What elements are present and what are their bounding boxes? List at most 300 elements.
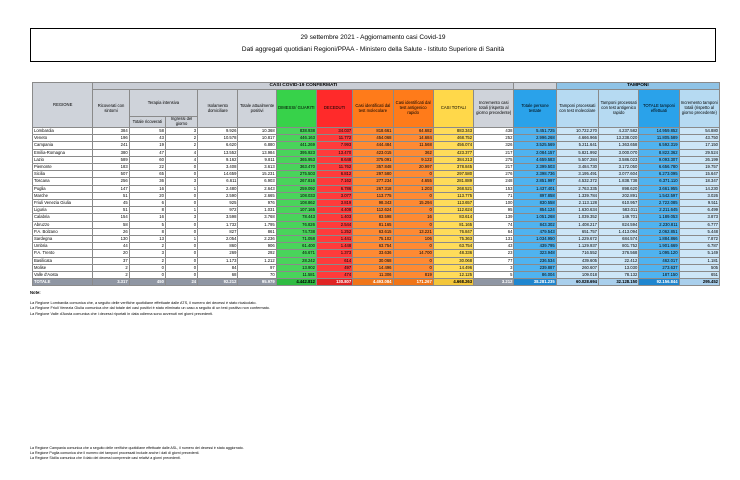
table-row: [33, 228, 720, 235]
value-cell: 149.701: [599, 214, 639, 221]
value-cell: 2: [165, 142, 197, 149]
value-cell: 362: [393, 149, 433, 156]
value-cell: 6.273.095: [639, 171, 679, 178]
value-cell: 60: [129, 156, 165, 163]
value-cell: 4.655: [393, 178, 433, 185]
value-cell: 20.997: [393, 164, 433, 171]
value-cell: 13: [129, 236, 165, 243]
value-cell: 2.643: [238, 185, 276, 192]
value-cell: 5.211.641: [556, 142, 598, 149]
value-cell: 2.084.157: [514, 149, 556, 156]
value-cell: 269: [198, 250, 238, 257]
note-item: La Regione Valle d'Aosta comunica che i decessi riportati in data odierna sono avvenuti nei giorni precedenti.: [30, 311, 214, 316]
note-item: La Regione Friuli Venezia Giulia comunica che dal totale dei casi positivi è stato eliminato un caso a seguito di un test positivo non confermato.: [30, 306, 270, 311]
table-row: [33, 236, 720, 243]
value-cell: 54.880: [679, 128, 719, 135]
value-cell: 384.213: [433, 156, 473, 163]
header-incremento-tamponi: Incremento tamponi totali (rispetto al giorno precedente): [679, 90, 719, 128]
value-cell: 15.647: [679, 171, 719, 178]
value-cell: 16: [393, 214, 433, 221]
header-tamponi-antigenico: Tamponi processati con test antigenico rapido: [599, 90, 639, 128]
value-cell: 97: [238, 264, 276, 271]
value-cell: 196: [93, 135, 129, 142]
value-cell: 0: [165, 192, 197, 199]
value-cell: 3.026: [679, 192, 719, 199]
value-cell: 1.095.120: [639, 250, 679, 257]
value-cell: 589: [93, 156, 129, 163]
value-cell: 507: [93, 171, 129, 178]
value-cell: 1.252: [316, 228, 352, 235]
value-cell: 297.580: [433, 171, 473, 178]
value-cell: 3.000.070: [599, 149, 639, 156]
value-cell: 4.532.372: [556, 178, 598, 185]
value-cell: 376.568: [599, 250, 639, 257]
value-cell: 423.015: [353, 149, 393, 156]
value-cell: 13.902: [276, 264, 316, 271]
value-cell: 281.889: [433, 178, 473, 185]
region-name-cell: P.A. Bolzano: [33, 228, 93, 235]
table-row: [33, 272, 720, 279]
value-cell: 236.534: [514, 257, 556, 264]
value-cell: 0: [165, 171, 197, 178]
value-cell: 2.062.851: [639, 228, 679, 235]
report-date-title: 29 settembre 2021 - Aggiornamento casi Covid-19: [300, 34, 446, 41]
value-cell: 456.074: [433, 142, 473, 149]
page-title-box: [30, 28, 716, 62]
value-cell: 19: [129, 142, 165, 149]
value-cell: 2.851.997: [514, 178, 556, 185]
table-row: [33, 156, 720, 163]
value-cell: 0: [165, 200, 197, 207]
value-cell: 37: [93, 257, 129, 264]
value-cell: 75.102: [353, 236, 393, 243]
value-cell: 14.959.852: [639, 128, 679, 135]
value-cell: 1.437.401: [514, 185, 556, 192]
value-cell: 63.615: [353, 228, 393, 235]
value-cell: 684.574: [599, 236, 639, 243]
value-cell: 897.858: [514, 192, 556, 199]
subgroup-header-row: [33, 90, 720, 117]
notes-title: Note:: [30, 290, 41, 295]
region-name-cell: Sardegna: [33, 236, 93, 243]
value-cell: 0: [393, 221, 433, 228]
value-cell: 861: [238, 228, 276, 235]
value-cell: 2: [93, 264, 129, 271]
value-cell: 58: [129, 128, 165, 135]
header-ricoverati: Ricoverati con sintomi: [93, 90, 129, 128]
header-tamponi-totale: TOTALE tamponi effettuati: [639, 90, 679, 128]
value-cell: 0: [165, 164, 197, 171]
value-cell: 43: [474, 243, 514, 250]
value-cell: 0: [393, 243, 433, 250]
value-cell: 0: [165, 257, 197, 264]
value-cell: 497: [316, 264, 352, 271]
value-cell: 15.294: [393, 200, 433, 207]
header-ti-totale: Totale ricoverati: [129, 117, 165, 128]
value-cell: 267.816: [276, 178, 316, 185]
header-incremento-casi: Incremento casi totali (rispetto al giorno precedente): [474, 90, 514, 128]
header-ti-ingressi: Ingressi del giorno: [165, 117, 197, 128]
value-cell: 76.826: [276, 221, 316, 228]
region-name-cell: Calabria: [33, 214, 93, 221]
value-cell: 1.884.866: [639, 236, 679, 243]
table-row: [33, 128, 720, 135]
region-name-cell: Valle d'Aosta: [33, 272, 93, 279]
value-cell: 3.873: [679, 214, 719, 221]
value-cell: 2: [165, 135, 197, 142]
value-cell: 3.598: [198, 214, 238, 221]
value-cell: 275: [474, 156, 514, 163]
value-cell: 8.822.362: [639, 149, 679, 156]
value-cell: 51: [93, 207, 129, 214]
value-cell: 22: [129, 164, 165, 171]
region-name-cell: Marche: [33, 192, 93, 199]
value-cell: 3.484.730: [556, 164, 598, 171]
value-cell: 474: [316, 272, 352, 279]
value-cell: 380: [93, 149, 129, 156]
value-cell: 1.373: [316, 250, 352, 257]
value-cell: 3.317: [93, 279, 129, 286]
value-cell: 14.230: [679, 185, 719, 192]
value-cell: 4.666.966: [556, 135, 598, 142]
value-cell: 18.347: [679, 178, 719, 185]
value-cell: 651.757: [556, 228, 598, 235]
value-cell: 3.195.491: [556, 171, 598, 178]
value-cell: 375.091: [353, 156, 393, 163]
region-name-cell: Lombardia: [33, 128, 93, 135]
value-cell: 108.033: [276, 192, 316, 199]
value-cell: 34.037: [316, 128, 352, 135]
value-cell: 64: [474, 228, 514, 235]
value-cell: 2.722.085: [639, 200, 679, 207]
value-cell: 70: [238, 272, 276, 279]
value-cell: 171.267: [393, 279, 433, 286]
value-cell: 10.722.270: [556, 128, 598, 135]
value-cell: 16: [129, 214, 165, 221]
value-cell: 259.092: [276, 185, 316, 192]
region-name-cell: P.A. Trento: [33, 250, 93, 257]
value-cell: 13.984: [238, 149, 276, 156]
value-cell: 260.607: [556, 264, 598, 271]
value-cell: 248: [474, 178, 514, 185]
value-cell: 108.862: [276, 200, 316, 207]
value-cell: 801.752: [599, 243, 639, 250]
value-cell: 6.903: [238, 178, 276, 185]
value-cell: 10.817: [238, 135, 276, 142]
value-cell: 65: [129, 171, 165, 178]
value-cell: 0: [165, 250, 197, 257]
value-cell: 1: [165, 207, 197, 214]
value-cell: 4.659.583: [514, 156, 556, 163]
value-cell: 277.234: [353, 178, 393, 185]
header-casi-molecolare: Casi identificati dal test molecolare: [353, 90, 393, 128]
value-cell: 1.173: [198, 257, 238, 264]
value-cell: 8.648: [316, 156, 352, 163]
value-cell: 439.795: [514, 243, 556, 250]
value-cell: 3.661.955: [639, 185, 679, 192]
value-cell: 3.408: [198, 164, 238, 171]
value-cell: 45: [93, 200, 129, 207]
value-cell: 363.470: [276, 164, 316, 171]
value-cell: 16: [129, 185, 165, 192]
value-cell: 13.552: [198, 149, 238, 156]
value-cell: 6.592.319: [639, 142, 679, 149]
value-cell: 43.750: [679, 135, 719, 142]
value-cell: 147: [93, 185, 129, 192]
value-cell: 1.181: [679, 257, 719, 264]
value-cell: 75.363: [433, 236, 473, 243]
value-cell: 252: [474, 135, 514, 142]
value-cell: 267.318: [353, 185, 393, 192]
value-cell: 0: [165, 272, 197, 279]
value-cell: 71: [474, 192, 514, 199]
header-positivi: Totale attualmente positivi: [238, 90, 276, 128]
value-cell: 0: [165, 243, 197, 250]
value-cell: 51: [93, 192, 129, 199]
value-cell: 9.093.307: [639, 156, 679, 163]
value-cell: 276: [474, 171, 514, 178]
table-row: [33, 149, 720, 156]
value-cell: 0: [129, 264, 165, 271]
value-cell: 9.926: [198, 128, 238, 135]
value-cell: 112.624: [433, 207, 473, 214]
value-cell: 183: [93, 164, 129, 171]
value-cell: 38.281.235: [514, 279, 556, 286]
table-row: [33, 250, 720, 257]
value-cell: 3.172.050: [599, 164, 639, 171]
value-cell: 95.979: [238, 279, 276, 286]
value-cell: 1.630.634: [556, 207, 598, 214]
value-cell: 854.124: [514, 207, 556, 214]
value-cell: 1.339.784: [556, 192, 598, 199]
value-cell: 24: [165, 279, 197, 286]
value-cell: 26.199: [679, 156, 719, 163]
value-cell: 95: [474, 207, 514, 214]
value-cell: 4.237.582: [599, 128, 639, 135]
value-cell: 6.656.780: [639, 164, 679, 171]
value-cell: 98.343: [353, 200, 393, 207]
table-row: [33, 200, 720, 207]
group-header-row: [33, 83, 720, 90]
value-cell: 64.682: [393, 128, 433, 135]
value-cell: 0: [393, 264, 433, 271]
region-name-cell: Basilicata: [33, 257, 93, 264]
value-cell: 106: [393, 236, 433, 243]
value-cell: 19.757: [679, 164, 719, 171]
value-cell: 74.738: [276, 228, 316, 235]
value-cell: 462.017: [639, 257, 679, 264]
value-cell: 130.807: [316, 279, 352, 286]
value-cell: 22.412: [599, 257, 639, 264]
value-cell: 976: [238, 200, 276, 207]
value-cell: 1.901.669: [639, 243, 679, 250]
header-tamponi: TAMPONI: [556, 83, 719, 90]
value-cell: 1.448: [316, 243, 352, 250]
value-cell: 0: [393, 192, 433, 199]
value-cell: 6.499: [679, 207, 719, 214]
value-cell: 11.805.589: [639, 135, 679, 142]
footnotes-section: [30, 446, 710, 461]
value-cell: 3: [165, 128, 197, 135]
value-cell: 3.212: [474, 279, 514, 286]
value-cell: 5.507.284: [556, 156, 598, 163]
table-row: [33, 243, 720, 250]
value-cell: 1.189.053: [639, 214, 679, 221]
value-cell: 17.150: [679, 142, 719, 149]
value-cell: 2.113.128: [556, 200, 598, 207]
value-cell: 9.511: [679, 200, 719, 207]
value-cell: 972: [198, 207, 238, 214]
value-cell: 131: [474, 236, 514, 243]
value-cell: 74: [474, 221, 514, 228]
value-cell: 838.938: [276, 128, 316, 135]
value-cell: 2.211.645: [639, 207, 679, 214]
value-cell: 2.590: [198, 192, 238, 199]
value-cell: 217: [474, 164, 514, 171]
value-cell: 4: [165, 149, 197, 156]
value-cell: 6.620: [198, 142, 238, 149]
value-cell: 326: [474, 142, 514, 149]
value-cell: 1.034.950: [514, 236, 556, 243]
table-row: [33, 257, 720, 264]
value-cell: 3.613: [238, 164, 276, 171]
value-cell: 2.480: [198, 185, 238, 192]
value-cell: 8: [129, 207, 165, 214]
value-cell: 1.838.738: [599, 178, 639, 185]
table-row: [33, 178, 720, 185]
value-cell: 113.775: [433, 192, 473, 199]
value-cell: 2.054: [198, 236, 238, 243]
value-cell: 378.845: [433, 164, 473, 171]
value-cell: 84: [198, 264, 238, 271]
value-cell: 818.661: [353, 128, 393, 135]
value-cell: 292: [238, 250, 276, 257]
value-cell: 60.028.694: [556, 279, 598, 286]
value-cell: 468.752: [433, 135, 473, 142]
value-cell: 2.230.811: [639, 221, 679, 228]
value-cell: 0: [393, 207, 433, 214]
value-cell: 1.129.937: [556, 243, 598, 250]
value-cell: 6.787: [679, 243, 719, 250]
value-cell: 6.880: [238, 142, 276, 149]
value-cell: 20: [93, 250, 129, 257]
header-deceduti: DECEDUTI: [316, 90, 352, 128]
value-cell: 11.306: [353, 272, 393, 279]
covid-data-table: [32, 82, 720, 286]
region-name-cell: Liguria: [33, 207, 93, 214]
value-cell: 1.403: [316, 214, 352, 221]
footnote-item: La Regione Campania comunica che a seguito delle verifiche quotidiane effettuate dalle ASL, il numero dei decessi è stato aggiornato.: [30, 446, 244, 450]
value-cell: 109.018: [556, 272, 598, 279]
value-cell: 217: [474, 149, 514, 156]
value-cell: 297.580: [353, 171, 393, 178]
value-cell: 1.732: [198, 221, 238, 228]
value-cell: 824.594: [599, 221, 639, 228]
value-cell: 78.132: [599, 272, 639, 279]
value-cell: 26: [93, 228, 129, 235]
value-cell: 444.484: [353, 142, 393, 149]
value-cell: 23: [474, 250, 514, 257]
value-cell: 4.493.084: [353, 279, 393, 286]
value-cell: 30.068: [433, 257, 473, 264]
value-cell: 3.819: [316, 200, 352, 207]
value-cell: 11.762: [316, 164, 352, 171]
value-cell: 10.578: [198, 135, 238, 142]
value-cell: 323.948: [514, 250, 556, 257]
value-cell: 275.503: [276, 171, 316, 178]
value-cell: 3.077: [316, 192, 352, 199]
value-cell: 68: [198, 272, 238, 279]
value-cell: 63.754: [353, 243, 393, 250]
value-cell: 2.236: [238, 236, 276, 243]
value-cell: 843.302: [514, 221, 556, 228]
region-name-cell: Lazio: [33, 156, 93, 163]
value-cell: 11.568: [393, 142, 433, 149]
note-item: La Regione Lombardia comunica che, a seguito delle verifiche quotidiane effettuate dalle ATS, il numero dei decessi è stato ricalcolato.: [30, 301, 257, 306]
value-cell: 130: [93, 236, 129, 243]
value-cell: 2.665: [238, 192, 276, 199]
value-cell: 7.993: [316, 142, 352, 149]
value-cell: 860: [198, 243, 238, 250]
value-cell: 1.542.597: [639, 192, 679, 199]
table-row: [33, 214, 720, 221]
region-name-cell: Abruzzo: [33, 221, 93, 228]
region-name-cell: Molise: [33, 264, 93, 271]
value-cell: 357.848: [353, 164, 393, 171]
value-cell: 63.754: [433, 243, 473, 250]
value-cell: 3: [474, 264, 514, 271]
value-cell: 1.039.352: [556, 214, 598, 221]
value-cell: 154: [93, 214, 129, 221]
footnote-item: La Regione Puglia comunica che il numero dei tamponi processati include anche i dati di giorni precedenti.: [30, 451, 200, 455]
value-cell: 0: [393, 171, 433, 178]
value-cell: 0: [165, 264, 197, 271]
value-cell: 92.156.844: [639, 279, 679, 286]
region-name-cell: Puglia: [33, 185, 93, 192]
header-casi-totali: CASI TOTALI: [433, 90, 473, 128]
value-cell: 438: [474, 128, 514, 135]
value-cell: 505: [679, 264, 719, 271]
value-cell: 239.887: [514, 264, 556, 271]
value-cell: 365.953: [276, 156, 316, 163]
value-cell: 1.795: [238, 221, 276, 228]
value-cell: 43: [129, 135, 165, 142]
region-name-cell: Sicilia: [33, 171, 93, 178]
value-cell: 3: [129, 250, 165, 257]
total-row: [33, 279, 720, 286]
value-cell: 187.150: [639, 272, 679, 279]
value-cell: 100: [474, 200, 514, 207]
value-cell: 12.125: [433, 272, 473, 279]
value-cell: 439.605: [556, 257, 598, 264]
value-cell: 906: [238, 243, 276, 250]
value-cell: 48.336: [433, 250, 473, 257]
value-cell: 2: [93, 272, 129, 279]
value-cell: 83.598: [353, 214, 393, 221]
value-cell: 2.996.268: [514, 135, 556, 142]
value-cell: 2.398.736: [514, 171, 556, 178]
value-cell: 1.441: [316, 236, 352, 243]
value-cell: 4.408: [316, 207, 352, 214]
value-cell: 28.242: [276, 257, 316, 264]
value-cell: 113.775: [353, 192, 393, 199]
region-name-cell: Piemonte: [33, 164, 93, 171]
value-cell: 273.637: [639, 264, 679, 271]
value-cell: 153: [474, 185, 514, 192]
header-tamponi-molecolare: Tamponi processati con test molecolare: [556, 90, 598, 128]
value-cell: 0: [165, 221, 197, 228]
value-cell: 92.212: [198, 279, 238, 286]
